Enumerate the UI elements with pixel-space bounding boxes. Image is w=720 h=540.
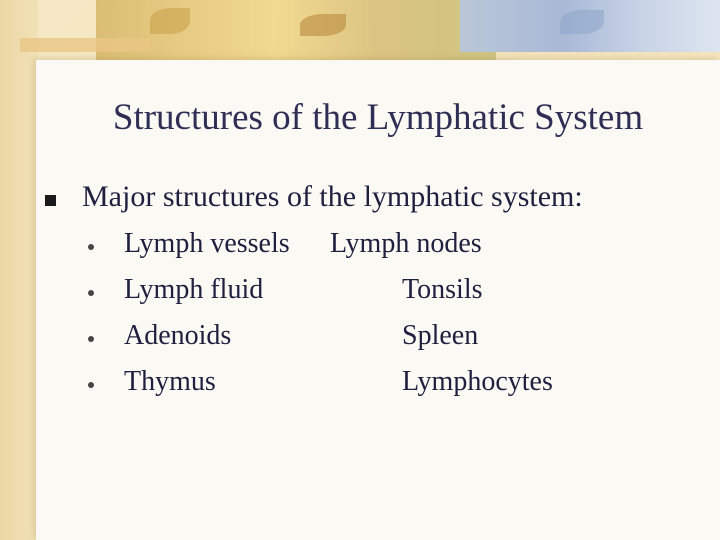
top-decor-accent	[20, 38, 150, 52]
list-item-right: Spleen	[402, 320, 479, 351]
list-item-right: Tonsils	[402, 274, 483, 305]
bullet-dot-icon	[88, 382, 94, 388]
left-decor-strip	[0, 0, 38, 540]
square-bullet-icon	[45, 195, 56, 206]
list-item-left: Lymph vessels	[124, 228, 290, 259]
bullet-dot-icon	[88, 244, 94, 250]
bullet-dot-icon	[88, 336, 94, 342]
lead-text: Major structures of the lymphatic system:	[82, 180, 583, 213]
leaf-decor-3	[560, 10, 604, 34]
leaf-decor-2	[300, 14, 346, 36]
list-item-right: Lymph nodes	[330, 228, 482, 259]
list-item-left: Adenoids	[124, 320, 232, 351]
leaf-decor-1	[150, 8, 190, 34]
bullet-dot-icon	[88, 290, 94, 296]
list-item-right: Lymphocytes	[402, 366, 553, 397]
list-item-left: Lymph fluid	[124, 274, 264, 305]
slide-title: Structures of the Lymphatic System	[112, 97, 644, 138]
list-item-left: Thymus	[124, 366, 216, 397]
